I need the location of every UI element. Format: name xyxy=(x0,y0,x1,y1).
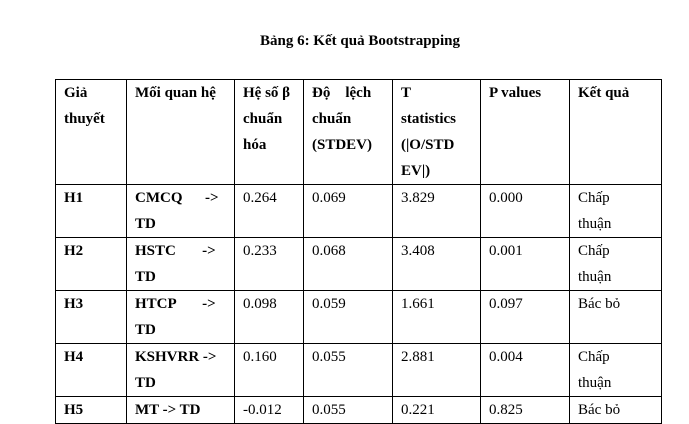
beta-cell: -0.012 xyxy=(235,397,304,424)
t-statistic-cell: 1.661 xyxy=(393,291,481,344)
hypothesis-cell: H2 xyxy=(56,238,127,291)
beta-cell: 0.160 xyxy=(235,344,304,397)
stdev-cell: 0.068 xyxy=(304,238,393,291)
header-stdev: Độ lệch chuẩn (STDEV) xyxy=(304,80,393,185)
table-row xyxy=(56,185,662,238)
table-row xyxy=(56,344,662,397)
table-row xyxy=(56,238,662,291)
relationship-cell: HTCP -> TD xyxy=(127,291,235,344)
p-value-cell: 0.000 xyxy=(481,185,570,238)
relationship-cell: CMCQ -> TD xyxy=(127,185,235,238)
beta-cell: 0.264 xyxy=(235,185,304,238)
relationship-cell: KSHVRR -> TD xyxy=(127,344,235,397)
result-cell: Chấp thuận xyxy=(570,185,662,238)
t-statistic-cell: 2.881 xyxy=(393,344,481,397)
table-row xyxy=(56,291,662,344)
result-cell: Chấp thuận xyxy=(570,344,662,397)
t-statistic-cell: 3.829 xyxy=(393,185,481,238)
hypothesis-cell: H4 xyxy=(56,344,127,397)
table-header-row xyxy=(56,80,662,185)
table-caption: Bảng 6: Kết quả Bootstrapping xyxy=(259,33,461,49)
p-value-cell: 0.004 xyxy=(481,344,570,397)
result-cell: Chấp thuận xyxy=(570,238,662,291)
header-hypothesis: Giả thuyết xyxy=(56,80,127,185)
beta-cell: 0.233 xyxy=(235,238,304,291)
header-beta: Hệ số β chuẩn hóa xyxy=(235,80,304,185)
stdev-cell: 0.055 xyxy=(304,344,393,397)
stdev-cell: 0.069 xyxy=(304,185,393,238)
hypothesis-cell: H5 xyxy=(56,397,127,424)
header-result: Kết quả xyxy=(570,80,662,185)
hypothesis-cell: H1 xyxy=(56,185,127,238)
p-value-cell: 0.001 xyxy=(481,238,570,291)
relationship-cell: MT -> TD xyxy=(127,397,235,424)
header-t-statistics: T statistics (|O/STD EV|) xyxy=(393,80,481,185)
hypothesis-cell: H3 xyxy=(56,291,127,344)
header-p-values: P values xyxy=(481,80,570,185)
t-statistic-cell: 0.221 xyxy=(393,397,481,424)
result-cell: Bác bỏ xyxy=(570,397,662,424)
header-relationship: Mối quan hệ xyxy=(127,80,235,185)
table-row xyxy=(56,397,662,424)
relationship-cell: HSTC -> TD xyxy=(127,238,235,291)
stdev-cell: 0.059 xyxy=(304,291,393,344)
p-value-cell: 0.097 xyxy=(481,291,570,344)
t-statistic-cell: 3.408 xyxy=(393,238,481,291)
beta-cell: 0.098 xyxy=(235,291,304,344)
p-value-cell: 0.825 xyxy=(481,397,570,424)
stdev-cell: 0.055 xyxy=(304,397,393,424)
bootstrapping-results-table xyxy=(55,79,662,424)
result-cell: Bác bỏ xyxy=(570,291,662,344)
